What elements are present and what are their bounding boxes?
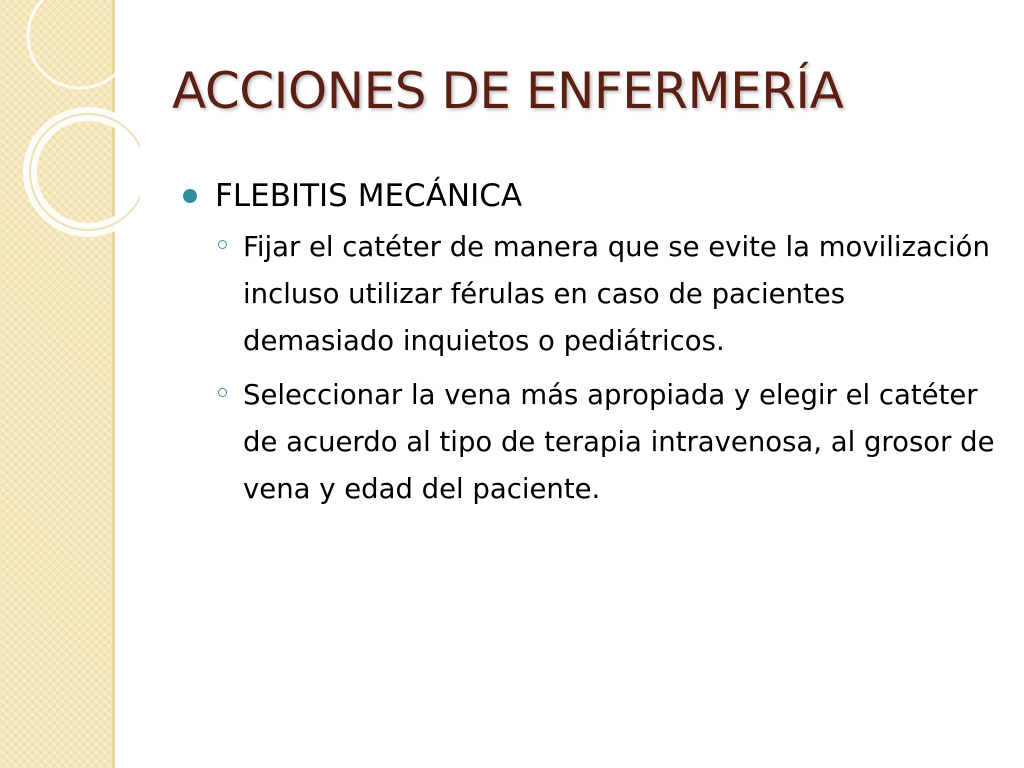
slide-title: ACCIONES DE ENFERMERÍA — [172, 62, 844, 120]
sub-bullet-text: Fijar el catéter de manera que se evite la movilización incluso utilizar férulas en caso de pacientes demasiado inquietos o pediátricos. — [243, 231, 990, 357]
bullet-item — [180, 172, 1000, 220]
hollow-circle-bullet-icon — [218, 240, 227, 249]
sub-bullet-item — [180, 224, 1000, 365]
slide-content — [180, 172, 1000, 520]
hollow-circle-bullet-icon — [218, 388, 227, 397]
decorative-rings-icon — [0, 0, 140, 260]
sub-bullet-text: Seleccionar la vena más apropiada y elegir el catéter de acuerdo al tipo de terapia intravenosa, al grosor de vena y edad del paciente. — [243, 379, 995, 505]
bullet-text: FLEBITIS MECÁNICA — [215, 178, 523, 214]
filled-circle-bullet-icon — [183, 189, 197, 203]
sub-bullet-item — [180, 372, 1000, 513]
